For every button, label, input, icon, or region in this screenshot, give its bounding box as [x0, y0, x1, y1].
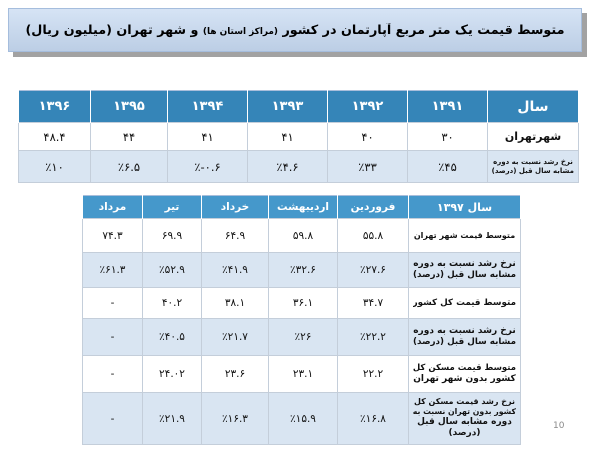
table-row-tehran-growth	[83, 253, 521, 288]
value-cell: ٪۴.۶	[248, 151, 328, 183]
table-header-row	[83, 196, 521, 219]
value-cell: ٪۲۱.۷	[202, 319, 269, 356]
value-cell: ٪۲۷.۶	[338, 253, 409, 288]
value-cell: ۳۴.۷	[338, 288, 409, 319]
table-row-growth-rate	[19, 151, 579, 183]
row-label	[409, 393, 521, 445]
table-row-country-growth	[83, 319, 521, 356]
value-cell: ٪۳۳	[328, 151, 408, 183]
col-header-ordibehesht: اردیبهشت	[269, 196, 338, 219]
row-label	[409, 356, 521, 393]
row-label-line: دوره مشابه سال قبل	[417, 417, 512, 428]
row-label-line: متوسط قیمت شهر تهران	[413, 230, 516, 240]
value-cell: ٪۴۱.۹	[202, 253, 269, 288]
value-cell: ٪-۰.۶	[168, 151, 248, 183]
value-cell: ۴۸.۴	[19, 123, 91, 151]
value-cell: ۴۴	[91, 123, 168, 151]
value-cell: ۴۱	[248, 123, 328, 151]
row-label-line: متوسط قیمت مسکن کل	[413, 363, 516, 374]
col-header-year-1397: سال ۱۳۹۷	[409, 196, 521, 219]
row-label	[409, 319, 521, 356]
title-suffix: و شهر تهران (میلیون ریال)	[25, 22, 199, 38]
value-cell: ۳۸.۱	[202, 288, 269, 319]
row-label-line: مشابه سال قبل (درصد)	[413, 270, 516, 281]
col-header-1391: ۱۳۹۱	[408, 91, 488, 123]
table-row-tehran-price	[19, 123, 579, 151]
row-label	[488, 151, 579, 183]
value-cell: ٪۱۰	[19, 151, 91, 183]
value-cell: ۷۴.۳	[83, 219, 143, 253]
value-cell: ۳۶.۱	[269, 288, 338, 319]
monthly-price-table	[82, 195, 521, 445]
row-label-line: نرخ رشد قیمت مسکن کل	[413, 397, 516, 407]
value-cell: ۴۰	[328, 123, 408, 151]
row-label-line: (درصد)	[448, 428, 481, 439]
slide-number: 10	[553, 421, 565, 431]
col-header-1396: ۱۳۹۶	[19, 91, 91, 123]
value-cell: ۶۹.۹	[143, 219, 202, 253]
row-label-line: نرخ رشد نسبت به دوره	[493, 157, 573, 166]
value-cell: ٪۲۲.۲	[338, 319, 409, 356]
row-label-line: کشور بدون شهر تهران	[413, 373, 516, 384]
annual-price-table	[18, 90, 579, 183]
col-header-khordad: خرداد	[202, 196, 269, 219]
value-cell: -	[83, 393, 143, 445]
value-cell: ٪۱۶.۳	[202, 393, 269, 445]
col-header-1394: ۱۳۹۴	[168, 91, 248, 123]
col-header-1395: ۱۳۹۵	[91, 91, 168, 123]
value-cell: ۲۴.۰۲	[143, 356, 202, 393]
value-cell: ٪۵۲.۹	[143, 253, 202, 288]
value-cell: ٪۴۰.۵	[143, 319, 202, 356]
row-label-line: نرخ رشد نسبت به دوره	[413, 258, 516, 269]
value-cell: ۵۵.۸	[338, 219, 409, 253]
row-label-line: نرخ رشد نسبت به دوره	[413, 325, 516, 336]
title-main: متوسط قیمت یک متر مربع آپارتمان در کشور	[282, 22, 565, 38]
value-cell: -	[83, 288, 143, 319]
row-label-line: مشابه سال قبل (درصد)	[413, 337, 516, 348]
value-cell: ٪۶.۵	[91, 151, 168, 183]
value-cell: ٪۴۵	[408, 151, 488, 183]
value-cell: ۳۰	[408, 123, 488, 151]
row-label	[409, 253, 521, 288]
table-header-row	[19, 91, 579, 123]
row-label-line: متوسط قیمت کل کشور	[413, 297, 516, 308]
value-cell: ٪۳۲.۶	[269, 253, 338, 288]
value-cell: -	[83, 319, 143, 356]
value-cell: ٪۶۱.۳	[83, 253, 143, 288]
value-cell: ۵۹.۸	[269, 219, 338, 253]
row-label-line: کشور بدون تهران نسبت به	[413, 407, 516, 417]
title-note: (مراکز استان ها)	[202, 26, 279, 37]
value-cell: ۴۱	[168, 123, 248, 151]
value-cell: ۶۴.۹	[202, 219, 269, 253]
value-cell: ۲۳.۶	[202, 356, 269, 393]
col-header-farvardin: فروردین	[338, 196, 409, 219]
col-header-mordad: مرداد	[83, 196, 143, 219]
col-header-1392: ۱۳۹۲	[328, 91, 408, 123]
col-header-1393: ۱۳۹۳	[248, 91, 328, 123]
row-label-text: شهرتهران	[504, 129, 562, 143]
row-label	[409, 288, 521, 319]
row-label-line: مشابه سال قبل (درصد)	[492, 166, 574, 175]
col-header-year: سال	[488, 91, 579, 123]
slide-title-box	[8, 8, 582, 52]
row-label	[488, 123, 579, 151]
value-cell: ٪۱۶.۸	[338, 393, 409, 445]
value-cell: ٪۲۱.۹	[143, 393, 202, 445]
value-cell: ۴۰.۲	[143, 288, 202, 319]
value-cell: ٪۱۵.۹	[269, 393, 338, 445]
value-cell: ۲۳.۱	[269, 356, 338, 393]
value-cell: -	[83, 356, 143, 393]
row-label	[409, 219, 521, 253]
col-header-tir: تیر	[143, 196, 202, 219]
slide-title	[23, 23, 567, 38]
table-row-country-excl-tehran-growth	[83, 393, 521, 445]
value-cell: ۲۲.۲	[338, 356, 409, 393]
value-cell: ٪۲۶	[269, 319, 338, 356]
table-row-country-price	[83, 288, 521, 319]
table-row-country-excl-tehran-price	[83, 356, 521, 393]
table-row-tehran-price	[83, 219, 521, 253]
